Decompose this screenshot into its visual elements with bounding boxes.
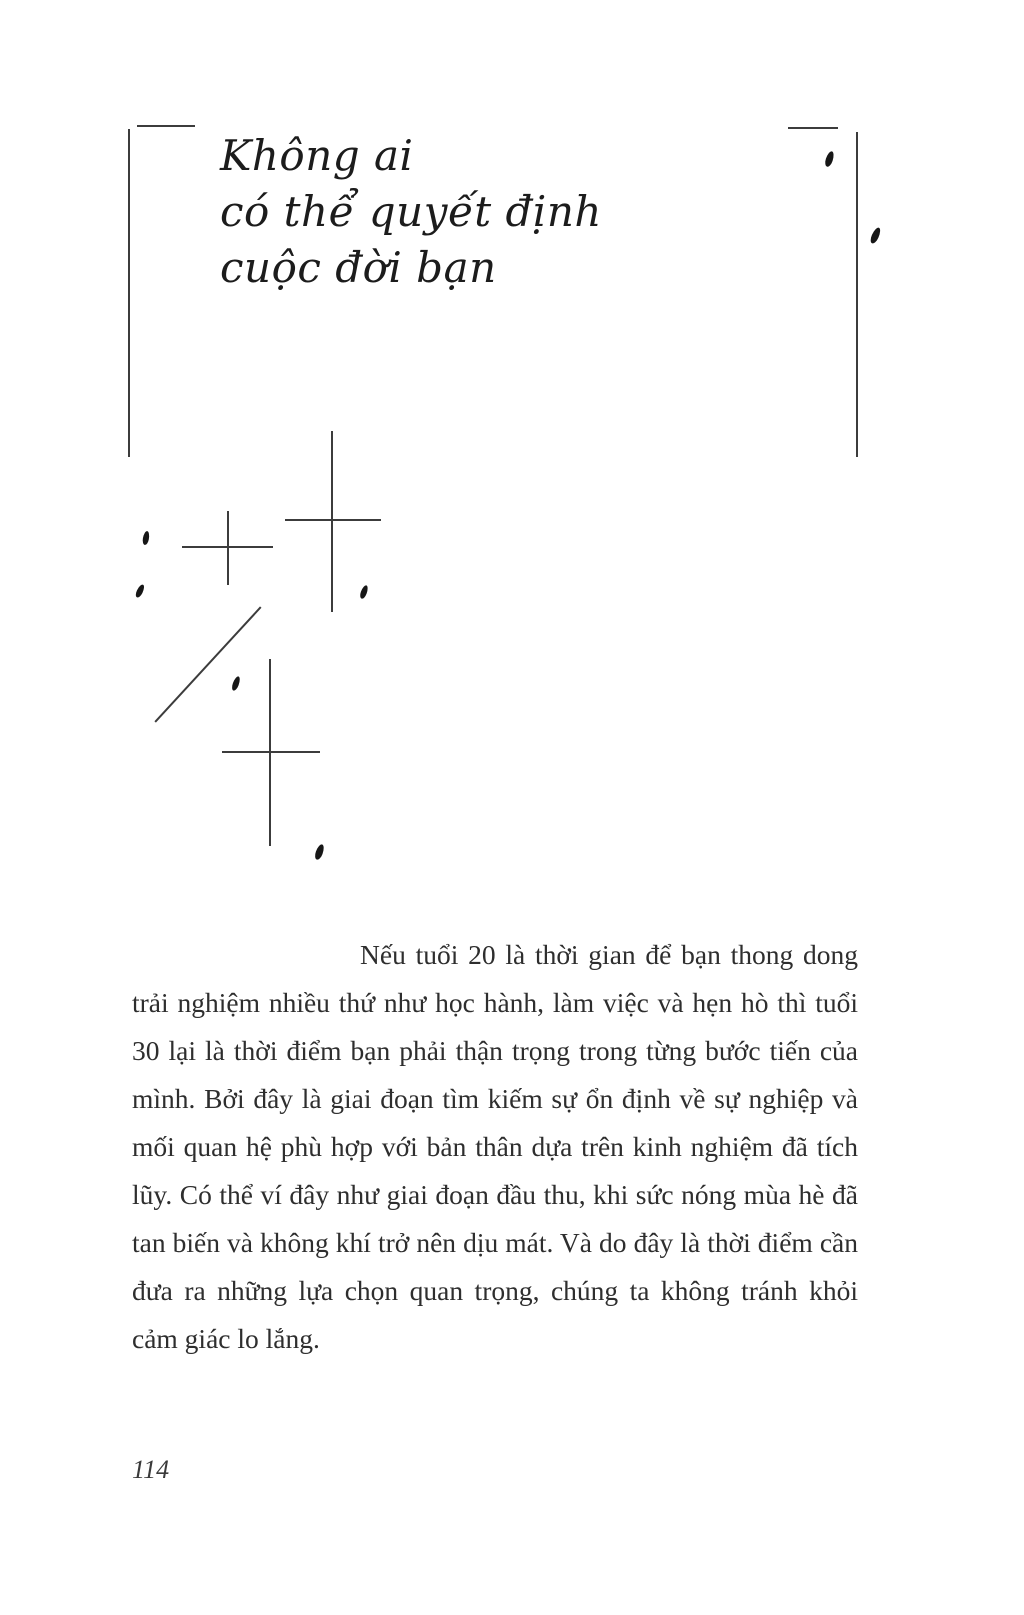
cross-mark-c-horizontal-icon <box>222 751 320 753</box>
ink-dot-icon <box>134 583 146 598</box>
ink-dot-icon <box>142 531 150 546</box>
body-paragraph: Nếu tuổi 20 là thời gian để bạn thong dong trải nghiệm nhiều thứ như học hành, làm việc và hẹn hò thì tuổi 30 lại là thời điểm bạn phải thận trọng trong từng bước tiến của mình. Bởi đây là giai đoạn tìm kiếm sự ổn định về sự nghiệp và mối quan hệ phù hợp với bản thân dựa trên kinh nghiệm đã tích lũy. Có thể ví đây như giai đoạn đầu thu, khi sức nóng mùa hè đã tan biến và không khí trở nên dịu mát. Và do đây là thời điểm cần đưa ra những lựa chọn quan trọng, chúng ta không tránh khỏi cảm giác lo lắng. <box>132 938 858 1354</box>
cross-mark-b-horizontal-icon <box>182 546 273 548</box>
ink-dot-icon <box>359 584 369 599</box>
chapter-title-line-2: có thể quyết định <box>220 187 602 236</box>
chapter-title-line-3: cuộc đời bạn <box>220 243 497 292</box>
top-right-rule-icon <box>788 127 838 129</box>
ink-dot-icon <box>824 150 836 167</box>
ink-dot-icon <box>313 843 325 860</box>
chapter-title <box>220 128 602 296</box>
ink-dot-icon <box>231 675 242 691</box>
right-rule-icon <box>856 132 858 457</box>
cross-mark-a-vertical-icon <box>331 431 333 612</box>
diagonal-stroke-icon <box>154 606 261 722</box>
ink-dot-icon <box>869 226 882 244</box>
cross-mark-a-horizontal-icon <box>285 519 381 521</box>
top-left-rule-icon <box>137 125 195 127</box>
left-rule-icon <box>128 129 130 457</box>
cross-mark-b-vertical-icon <box>227 511 229 585</box>
chapter-title-line-1: Không ai <box>220 131 414 180</box>
page-number: 114 <box>132 1455 170 1484</box>
